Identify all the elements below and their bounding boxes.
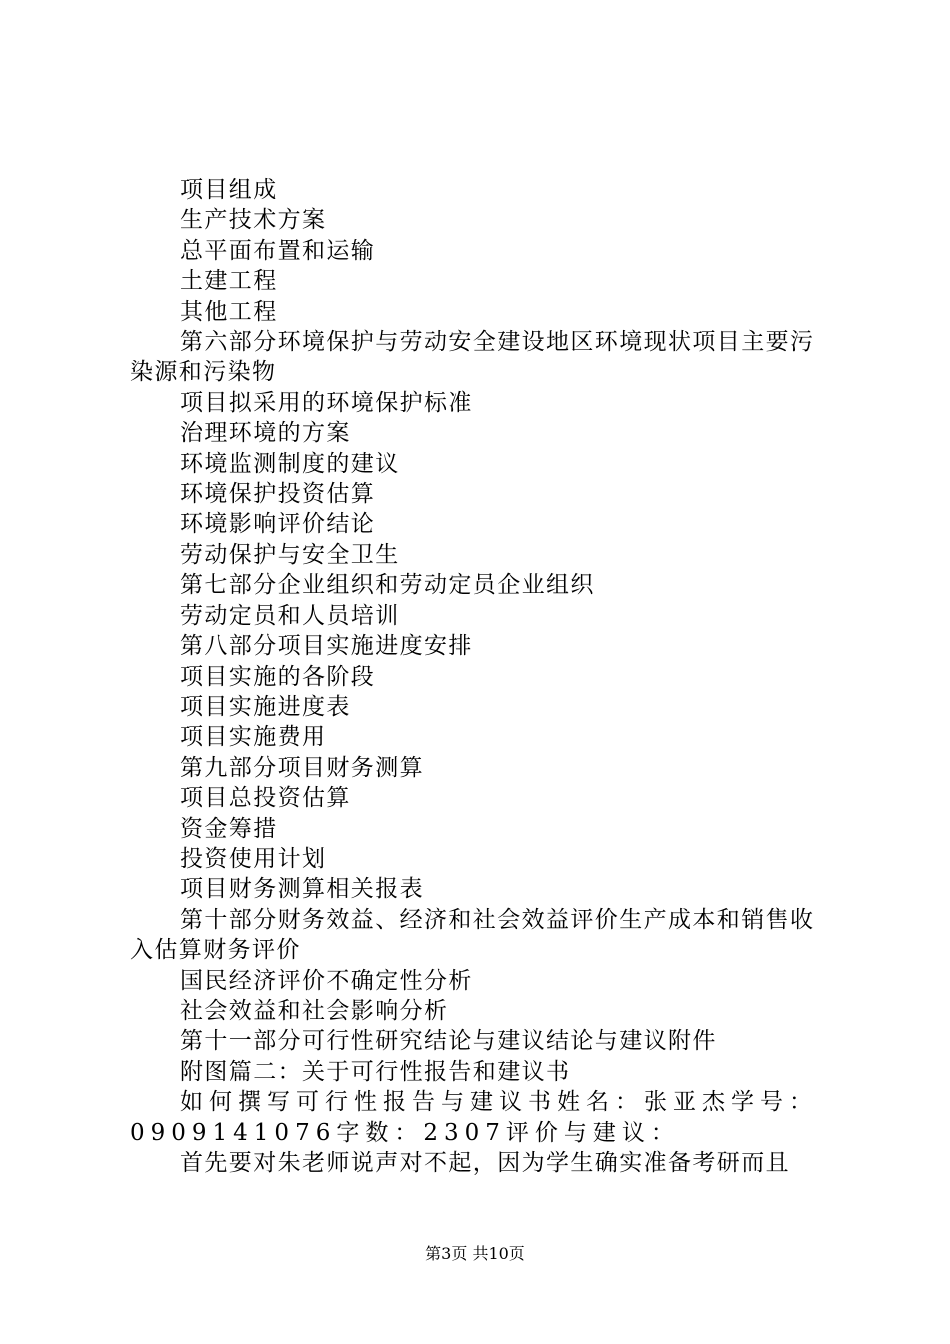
text-line: 环境影响评价结论: [180, 511, 376, 538]
text-line: 环境保护投资估算: [180, 481, 376, 508]
document-body: [130, 175, 830, 1178]
text-line: 生产技术方案: [180, 207, 327, 234]
text-line: 项目组成: [180, 177, 278, 203]
page-number-footer: 第3页 共10页: [425, 1244, 525, 1263]
text-line: 其他工程: [180, 298, 278, 325]
section-heading-8: 第八部分项目实施进度安排: [180, 633, 473, 660]
text-line: 附图篇二：关于可行性报告和建议书: [180, 1058, 571, 1085]
text-line: 项目总投资估算: [180, 785, 351, 812]
text-line: 社会效益和社会影响分析: [180, 997, 449, 1024]
text-line: 项目实施的各阶段: [180, 663, 376, 690]
text-line: 资金筹措: [180, 815, 278, 842]
text-line: 土建工程: [180, 268, 278, 295]
text-line: 项目实施费用: [180, 724, 327, 751]
text-line: 项目拟采用的环境保护标准: [180, 389, 473, 416]
text-line: 国民经济评价不确定性分析: [180, 967, 473, 994]
text-line: 环境监测制度的建议: [180, 450, 400, 477]
section-heading-10: 第十部分财务效益、经济和社会效益评价生产成本和销售收入估算财务评价: [130, 906, 815, 964]
section-heading-7: 第七部分企业组织和劳动定员企业组织: [180, 572, 595, 599]
author-info-line: 如何撰写可行性报告与建议书姓名：张亚杰学号：0909141076字数：2307评价与建议：: [130, 1089, 818, 1146]
paragraph-text: 首先要对朱老师说声对不起，因为学生确实准备考研而且: [180, 1150, 790, 1176]
text-line: 治理环境的方案: [180, 420, 351, 447]
text-line: 劳动定员和人员培训: [180, 602, 400, 629]
text-line: 项目实施进度表: [180, 693, 351, 720]
text-line: 劳动保护与安全卫生: [180, 541, 400, 568]
text-line: 投资使用计划: [180, 845, 327, 872]
text-line: 总平面布置和运输: [180, 237, 376, 264]
section-heading-11: 第十一部分可行性研究结论与建议结论与建议附件: [180, 1028, 717, 1055]
text-line: 项目财务测算相关报表: [180, 876, 424, 903]
section-heading-6: 第六部分环境保护与劳动安全建设地区环境现状项目主要污染源和污染物: [130, 329, 815, 386]
section-heading-9: 第九部分项目财务测算: [180, 754, 424, 781]
